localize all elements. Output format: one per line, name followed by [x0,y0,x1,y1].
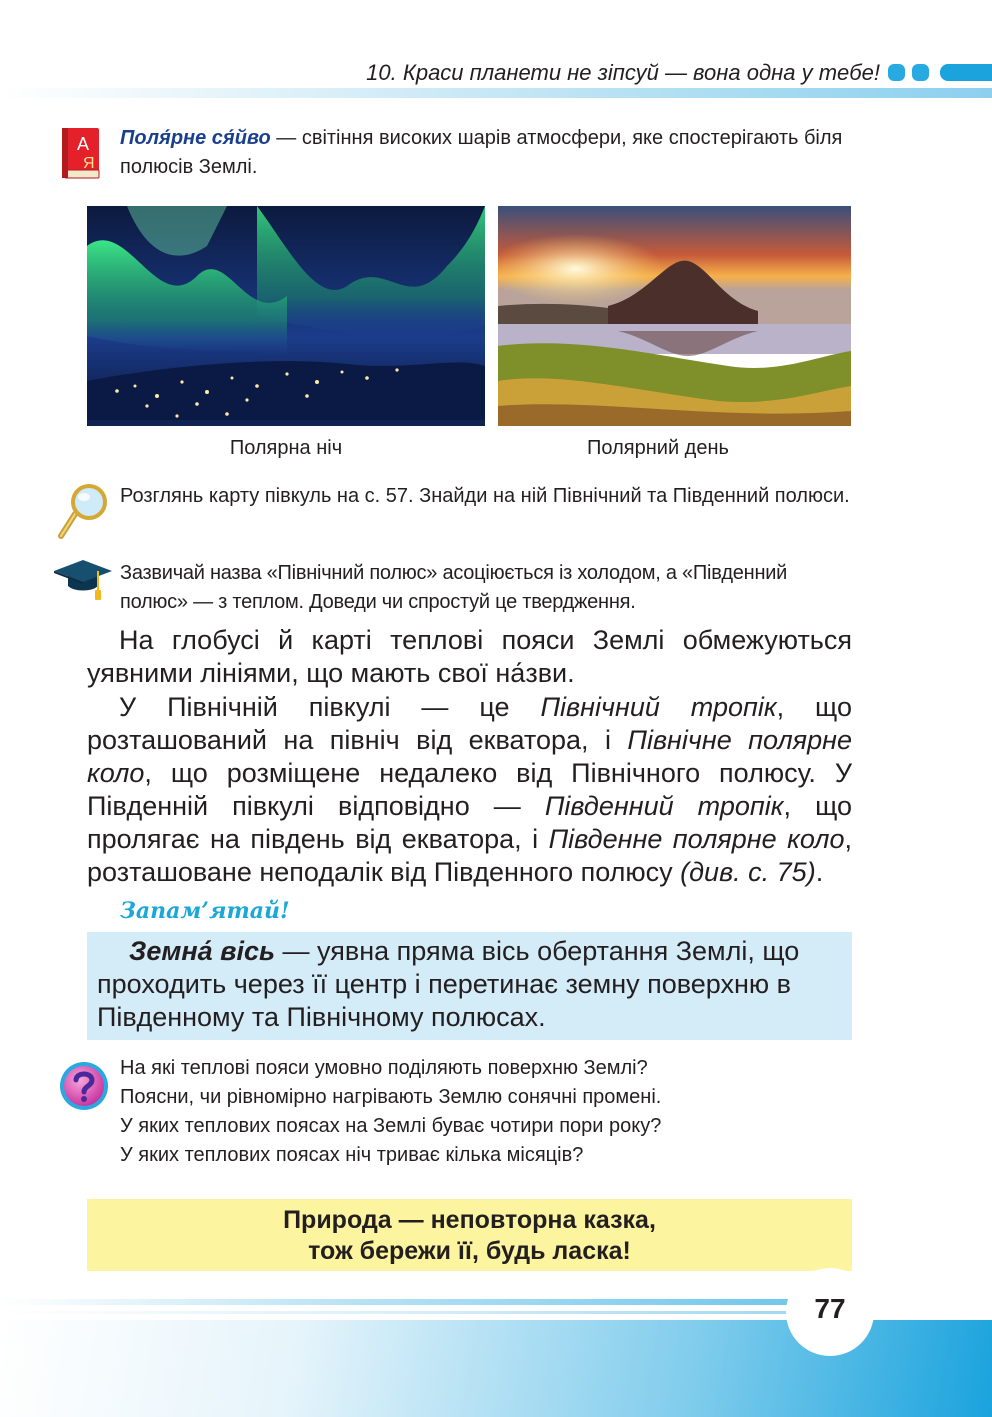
earth-axis-term: Земна́ вісь [129,936,276,966]
zones-paragraph: На глобусі й карті теплові пояси Землі обмежуються уявними лініями, що мають свої на́зви. [87,625,852,688]
header-band [0,88,992,98]
southern-tropic-term: Південний тропік [544,791,784,821]
dictionary-text: — світіння високих шарів атмосфери, яке спостерігають біля полюсів Землі. [120,127,843,178]
header-bar [940,64,992,81]
photo-caption-day: Полярний день [587,437,729,459]
header-dot [912,64,929,81]
dictionary-definition [120,124,855,182]
para-text: , розташоване неподалік від Південного полюсу [87,824,853,887]
slogan [87,1205,852,1267]
slogan-line: Природа — неповторна казка, [283,1206,656,1234]
remember-text: — уявна пряма вісь обертання Землі, що проходить через її центр і перетинає земну поверхню в Південному та Північному полюсах. [97,936,800,1032]
lines-paragraph [87,691,852,889]
para-text: У Північній півкулі — це [119,692,541,722]
footer-line [0,1311,800,1314]
remember-definition [97,935,845,1034]
page-number: 77 [814,1293,846,1324]
graduation-cap-icon [52,556,114,602]
dictionary-book-icon [61,126,103,180]
polar-day-photo [498,206,851,426]
questions-list [120,1054,855,1170]
question-item: На які теплові пояси умовно поділяють поверхню Землі? [120,1057,648,1079]
para-text: , що пролягає на південь від екватора, і [87,791,852,854]
chapter-title: 10. Краси планети не зіпсуй — вона одна у тебе! [366,60,880,85]
northern-tropic-term: Північний тропік [540,692,777,722]
dictionary-term: Поля́рне ся́йво [120,127,271,149]
question-item: Поясни, чи рівномірно нагрівають Землю сонячні промені. [120,1086,662,1108]
photo-caption-night: Полярна ніч [229,437,343,459]
para-text: , що розташований на північ від екватора, і [87,692,852,755]
antarctic-circle-term: Південне полярне коло [548,824,845,854]
page-reference: (див. с. 75) [680,857,816,887]
dictionary-letter-ya: Я [83,155,95,172]
polar-night-photo [87,206,485,426]
claim-text: Зазвичай назва «Північний полюс» асоціюється із холодом, а «Південний полюс» — з теплом. Доведи чи спростуй це твердження. [120,562,788,613]
magnifier-icon [55,482,111,542]
question-mark-icon [58,1060,110,1112]
para-text: , що розміщене недалеко від Північного полюсу. У Південній півкулі відповідно — [87,758,852,821]
remember-label: Запам’ятай! [120,898,290,924]
dictionary-letter-a: А [77,134,90,154]
map-task-text: Розглянь карту півкуль на с. 57. Знайди на ній Північний та Південний полюси. [120,485,850,507]
arctic-circle-term: Північне полярне коло [87,725,852,788]
para-text: . [815,857,824,887]
question-item: У яких теплових поясах ніч триває кілька місяців? [120,1144,584,1166]
footer-line [0,1299,820,1305]
slogan-line: тож бережи її, будь ласка! [308,1237,631,1265]
question-item: У яких теплових поясах на Землі буває чотири пори року? [120,1115,662,1137]
header-dot [888,64,905,81]
